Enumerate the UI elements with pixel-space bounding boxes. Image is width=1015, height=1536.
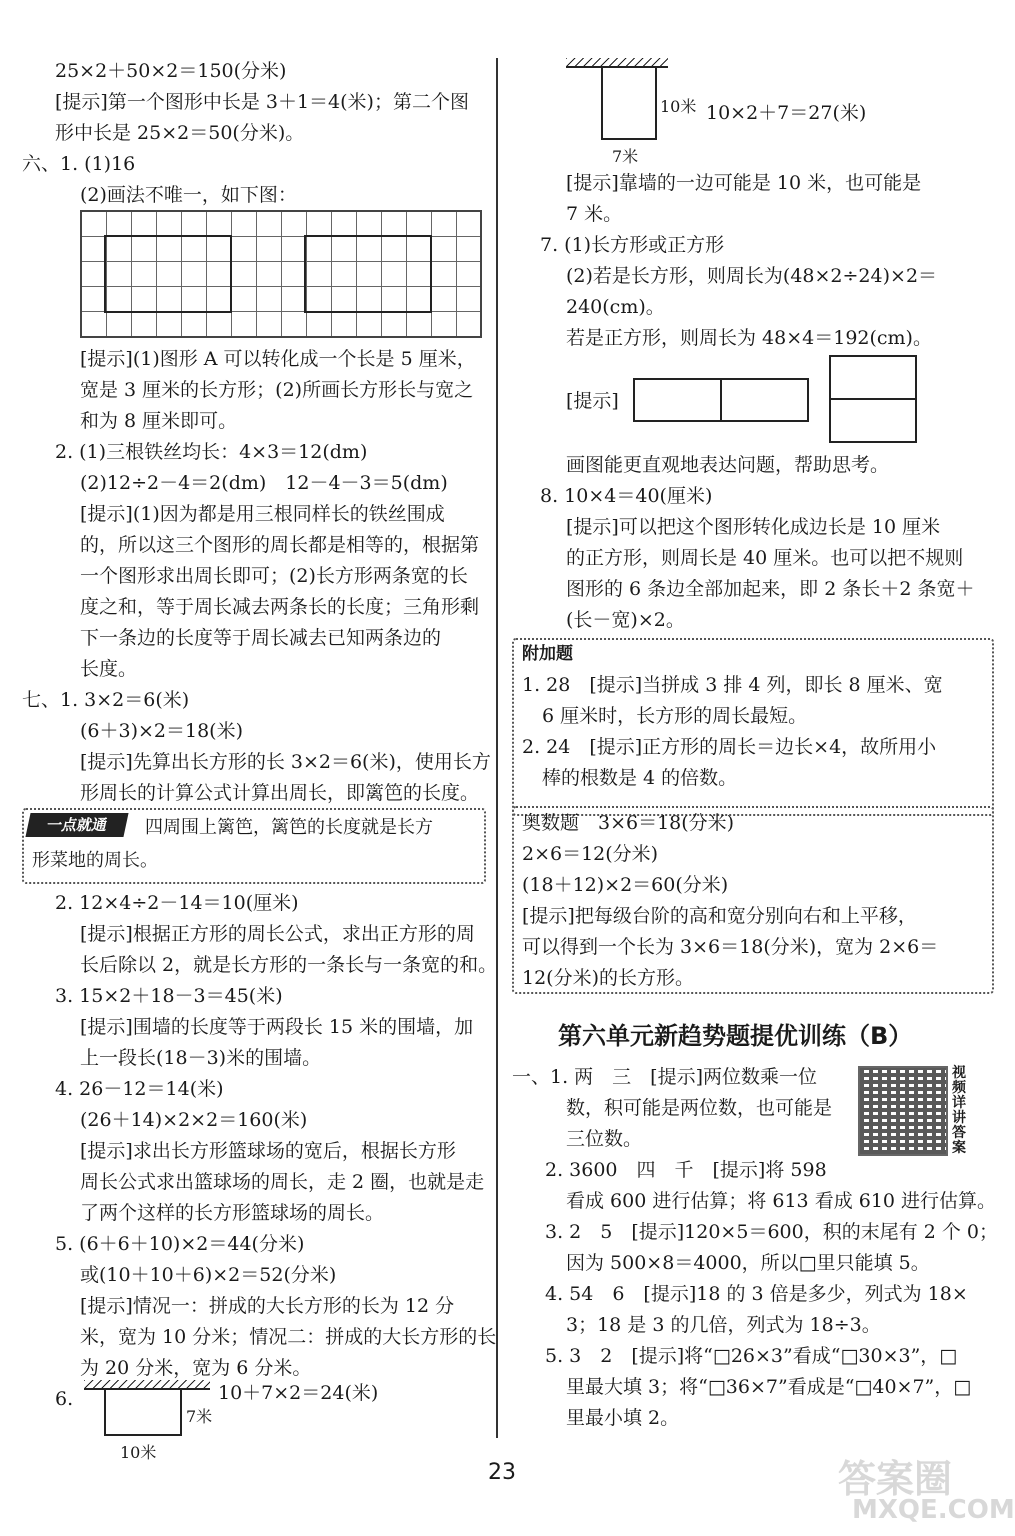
text-line: 7 米。 xyxy=(566,203,623,225)
text-line: 2×6＝12(分米) xyxy=(522,843,659,865)
dimension-label: 7米 xyxy=(612,147,639,166)
text-line: 三位数。 xyxy=(566,1128,643,1150)
text-line: 四周围上篱笆，篱笆的长度就是长方 xyxy=(145,817,433,838)
drawn-rectangle xyxy=(304,235,432,313)
text-line: (2)12÷2－4＝2(dm) 12－4－3＝5(dm) xyxy=(80,472,448,494)
text-line: 6. xyxy=(55,1388,74,1410)
text-line: 7. (1)长方形或正方形 xyxy=(540,234,725,256)
wall-hatch xyxy=(566,58,668,68)
text-line: 2. 24 [提示]正方形的周长＝边长×4，故所用小 xyxy=(522,736,937,758)
text-line: [提示]根据正方形的周长公式，求出正方形的周 xyxy=(80,923,475,945)
text-line: 画图能更直观地表达问题，帮助思考。 xyxy=(566,454,890,476)
dimension-label: 7米 xyxy=(186,1407,213,1426)
text-line: 图形的 6 条边全部加起来，即 2 条长＋2 条宽＋ xyxy=(566,578,975,600)
text-line: [提示]围墙的长度等于两段长 15 米的围墙，加 xyxy=(80,1016,474,1038)
text-line: 5. 3 2 [提示]将“□26×3”看成“□30×3”，□ xyxy=(545,1345,958,1367)
text-line: 下一条边的长度等于周长减去已知两条边的 xyxy=(80,627,442,649)
text-line: 的，所以这三个图形的周长都是相等的，根据第 xyxy=(80,534,480,556)
text-line: 12(分米)的长方形。 xyxy=(522,967,695,989)
text-line: 2. 3600 四 千 [提示]将 598 xyxy=(545,1159,827,1181)
text-line: 240(cm)。 xyxy=(566,296,665,318)
text-line: (18＋12)×2＝60(分米) xyxy=(522,874,729,896)
text-line: 七、1. 3×2＝6(米) xyxy=(22,689,190,711)
watermark-logo: 答案圈 xyxy=(838,1457,953,1501)
text-line: 若是正方形，则周长为 48×4＝192(cm)。 xyxy=(566,327,932,349)
text-line: 3；18 是 3 的几倍，列式为 18÷3。 xyxy=(566,1314,881,1336)
text-line: 一、1. 两 三 [提示]两位数乘一位 xyxy=(512,1066,817,1088)
text-line: [提示]第一个图形中长是 3＋1＝4(米)；第二个图 xyxy=(55,91,469,113)
wall-hatch xyxy=(84,1380,210,1390)
text-line: 10＋7×2＝24(米) xyxy=(218,1382,379,1404)
text-line: 可以得到一个长为 3×6＝18(分米)，宽为 2×6＝ xyxy=(522,936,939,958)
watermark-url: MXQE.COM xyxy=(852,1495,1015,1525)
text-line: 棒的根数是 4 的倍数。 xyxy=(542,767,738,789)
qr-code[interactable] xyxy=(858,1066,948,1156)
text-line: (26＋14)×2×2＝160(米) xyxy=(80,1109,308,1131)
text-line: 上一段长(18－3)米的围墙。 xyxy=(80,1047,322,1069)
tip-banner: 一点就通 xyxy=(25,813,128,837)
text-line: [提示]先算出长方形的长 3×2＝6(米)，使用长方 xyxy=(80,751,491,773)
qr-label: 视频详讲答案 xyxy=(952,1065,966,1156)
text-line: 为 20 分米，宽为 6 分米。 xyxy=(80,1357,312,1379)
text-line: 形菜地的周长。 xyxy=(32,850,158,871)
text-line: 10×2＋7＝27(米) xyxy=(706,102,867,124)
text-line: 4. 54 6 [提示]18 的 3 倍是多少，列式为 18× xyxy=(545,1283,968,1305)
text-line: 3. 2 5 [提示]120×5＝600，积的末尾有 2 个 0； xyxy=(545,1221,999,1243)
figure-a-rectangle xyxy=(104,235,232,313)
text-line: 因为 500×8＝4000，所以□里只能填 5。 xyxy=(566,1252,930,1274)
section-title: 第六单元新趋势题提优训练（B） xyxy=(558,1022,913,1050)
text-line: 六、1. (1)16 xyxy=(22,153,136,175)
text-line: 周长公式求出篮球场的周长，走 2 圈，也就是走 xyxy=(80,1171,485,1193)
text-line: [提示]求出长方形篮球场的宽后，根据长方形 xyxy=(80,1140,456,1162)
text-line: 1. 28 [提示]当拼成 3 排 4 列，即长 8 厘米、宽 xyxy=(522,674,943,696)
page-number: 23 xyxy=(488,1460,516,1485)
text-line: 长后除以 2，就是长方形的一条长与一条宽的和。 xyxy=(80,954,498,976)
text-line: 25×2＋50×2＝150(分米) xyxy=(55,60,287,82)
text-line: 和为 8 厘米即可。 xyxy=(80,410,238,432)
text-line: [提示]把每级台阶的高和宽分别向右和上平移， xyxy=(522,905,917,927)
text-line: [提示]靠墙的一边可能是 10 米，也可能是 xyxy=(566,172,922,194)
text-line: 里最大填 3；将“□36×7”看成是“□40×7”，□ xyxy=(566,1376,972,1398)
text-line: [提示](1)图形 A 可以转化成一个长是 5 厘米， xyxy=(80,348,476,370)
text-line: 8. 10×4＝40(厘米) xyxy=(540,485,713,507)
text-line: 2. (1)三根铁丝均长：4×3＝12(dm) xyxy=(55,441,368,463)
text-line: [提示] xyxy=(566,390,619,412)
text-line: 了两个这样的长方形篮球场的周长。 xyxy=(80,1202,385,1224)
text-line: [提示](1)因为都是用三根同样长的铁丝围成 xyxy=(80,503,445,525)
fence-rectangle xyxy=(601,68,657,140)
dimension-label: 10米 xyxy=(120,1443,157,1462)
text-line: 2. 12×4÷2－14＝10(厘米) xyxy=(55,892,299,914)
text-line: 看成 600 进行估算；将 613 看成 610 进行估算。 xyxy=(566,1190,997,1212)
square-divider xyxy=(829,398,917,400)
text-line: 3. 15×2＋18－3＝45(米) xyxy=(55,985,283,1007)
text-line: 里最小填 2。 xyxy=(566,1407,680,1429)
column-divider xyxy=(496,58,498,1438)
fence-rectangle xyxy=(104,1390,182,1436)
text-line: (6＋3)×2＝18(米) xyxy=(80,720,244,742)
bonus-heading: 附加题 xyxy=(522,644,573,664)
text-line: 形周长的计算公式计算出周长，即篱笆的长度。 xyxy=(80,782,480,804)
text-line: 4. 26－12＝14(米) xyxy=(55,1078,224,1100)
text-line: 宽是 3 厘米的长方形；(2)所画长方形长与宽之 xyxy=(80,379,474,401)
text-line: 长度。 xyxy=(80,658,138,680)
text-line: 一个图形求出周长即可；(2)长方形两条宽的长 xyxy=(80,565,468,587)
text-line: 形中长是 25×2＝50(分米)。 xyxy=(55,122,305,144)
text-line: 数，积可能是两位数，也可能是 xyxy=(566,1097,833,1119)
text-line: 的正方形，则周长是 40 厘米。也可以把不规则 xyxy=(566,547,964,569)
text-line: [提示]情况一：拼成的大长方形的长为 12 分 xyxy=(80,1295,455,1317)
text-line: (2)若是长方形，则周长为(48×2÷24)×2＝ xyxy=(566,265,938,287)
text-line: 5. (6＋6＋10)×2＝44(分米) xyxy=(55,1233,305,1255)
text-line: (长－宽)×2。 xyxy=(566,609,685,631)
text-line: 或(10＋10＋6)×2＝52(分米) xyxy=(80,1264,337,1286)
rect-divider xyxy=(720,378,722,422)
text-line: 6 厘米时，长方形的周长最短。 xyxy=(542,705,808,727)
text-line: (2)画法不唯一，如下图： xyxy=(80,184,297,206)
text-line: [提示]可以把这个图形转化成边长是 10 厘米 xyxy=(566,516,941,538)
text-line: 度之和，等于周长减去两条长的长度；三角形剩 xyxy=(80,596,480,618)
olympiad-heading: 奥数题 3×6＝18(分米) xyxy=(522,812,735,834)
text-line: 米，宽为 10 分米；情况二：拼成的大长方形的长 xyxy=(80,1326,497,1348)
dimension-label: 10米 xyxy=(660,97,697,116)
